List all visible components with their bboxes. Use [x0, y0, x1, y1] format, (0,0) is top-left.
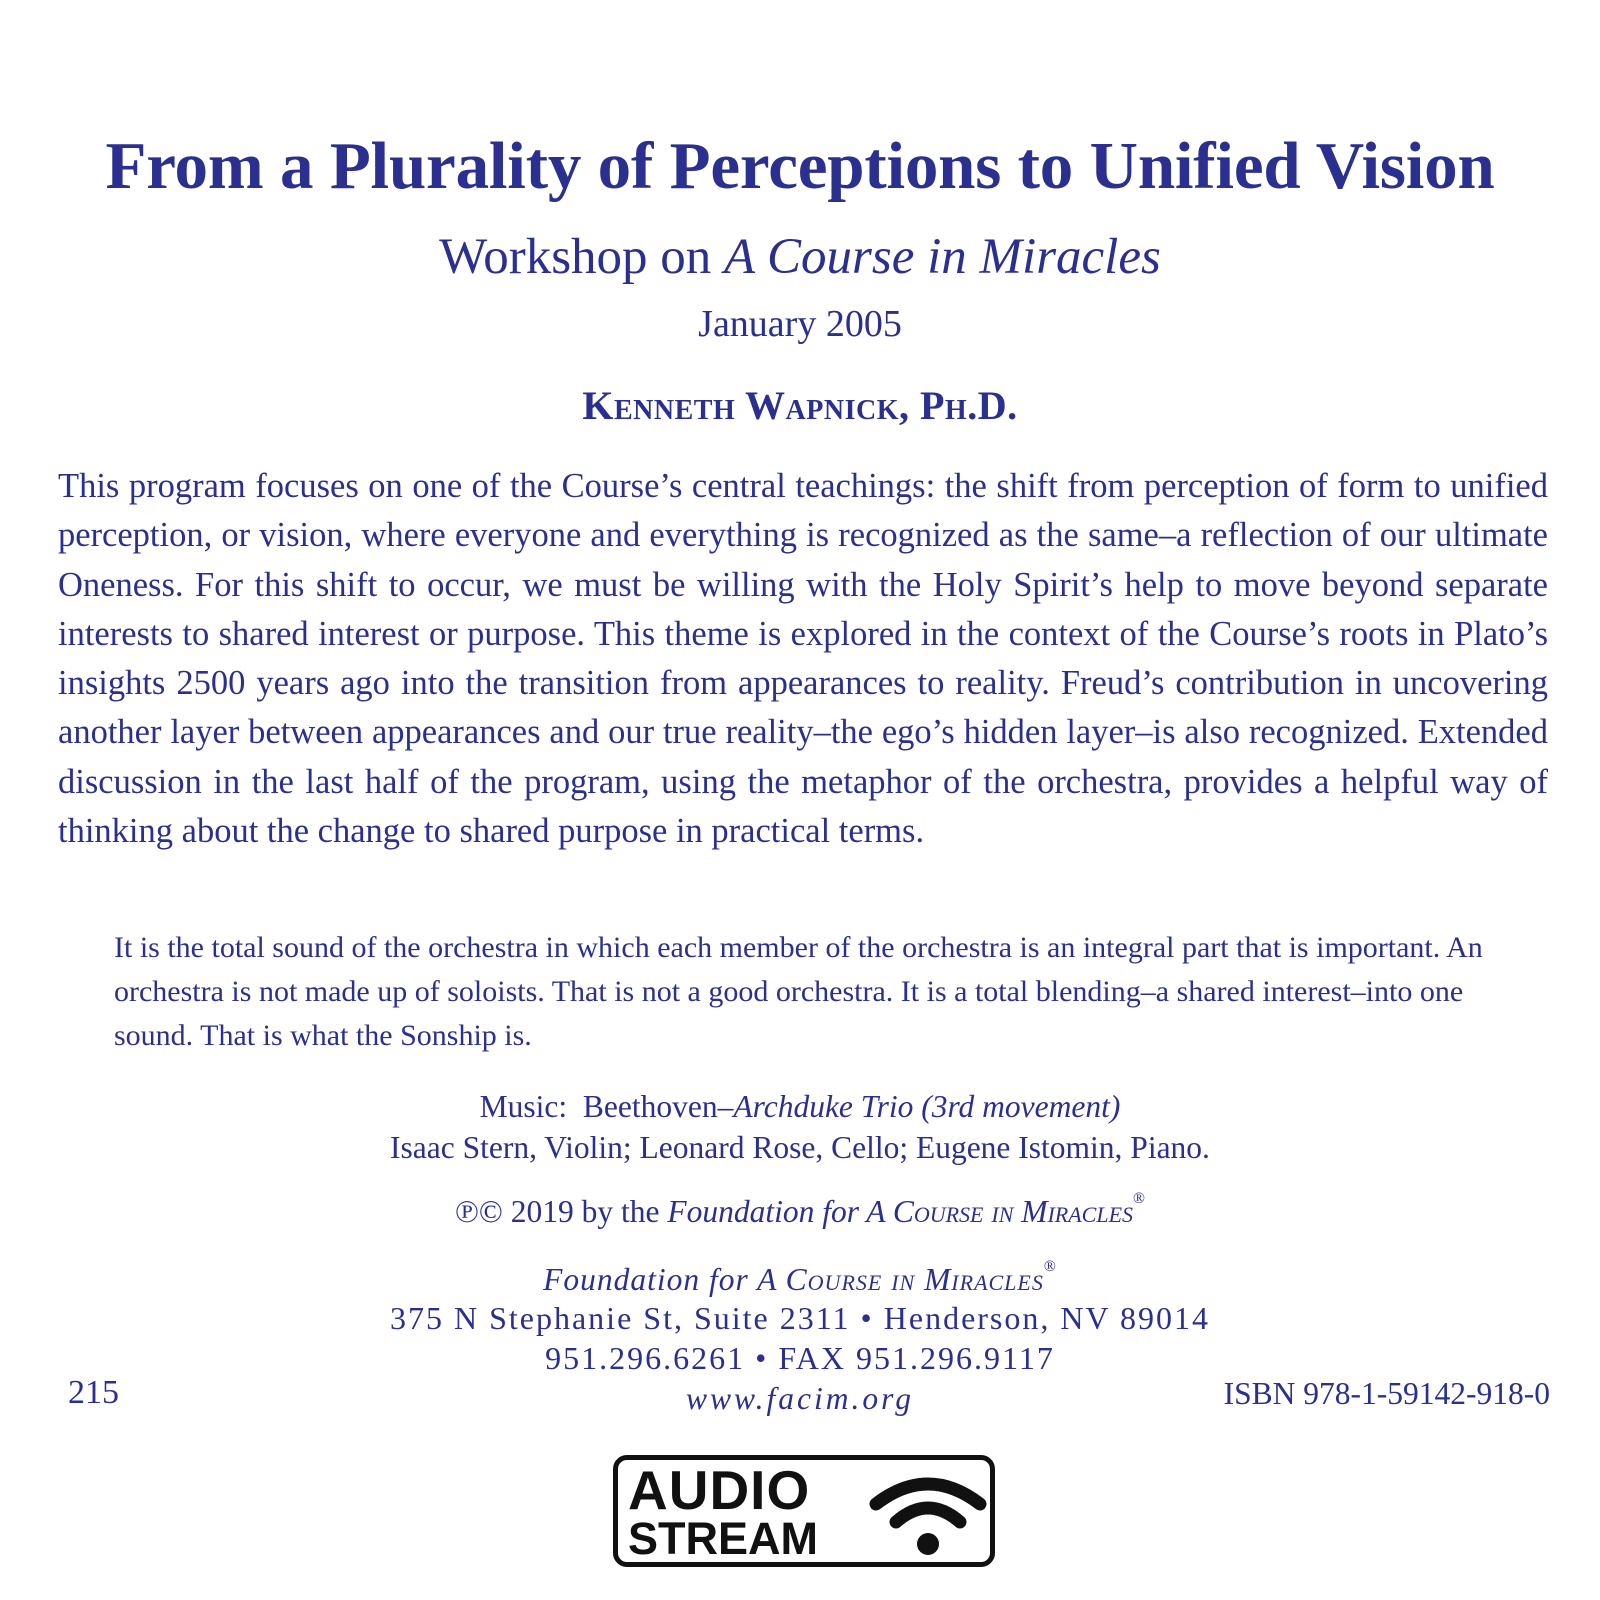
program-description: This program focuses on one of the Course’s central teachings: the shift from perception of form to unified perception, or vision, where everyone and everything is recognized as the same–a reflection of our ultimate Oneness. For this shift to occur, we must be willing with the Holy Spirit’s help to move beyond separate interests to shared interest or purpose. This theme is explored in the context of the Course’s roots in Plato’s insights 2500 years ago into the transition from appearances to reality. Freud’s contribution in uncovering another layer between appearances and our true reality–the ego’s hidden layer–is also recognized. Extended discussion in the last half of the program, using the metaphor of the orchestra, provides a helpful way of thinking about the change to shared purpose in practical terms. [58, 467, 1548, 851]
isbn: ISBN 978-1-59142-918-0 [1223, 1376, 1550, 1411]
foundation-title-course: Course in Miracles [785, 1261, 1044, 1297]
copyright-foundation-name: Foundation for A [667, 1193, 893, 1229]
phone-fax: 951.296.6261 • FAX 951.296.9117 [545, 1340, 1055, 1376]
workshop-date: January 2005 [698, 303, 902, 345]
music-credits [0, 1086, 1600, 1168]
badge-text [628, 1459, 818, 1564]
website-link[interactable]: www.facim.org [685, 1381, 914, 1416]
music-line [0, 1086, 1600, 1127]
copyright-prefix: ℗© 2019 by the [454, 1193, 668, 1229]
music-work: Archduke Trio (3rd movement) [733, 1089, 1121, 1124]
subtitle-prefix: Workshop on [439, 229, 725, 285]
author-name: Kenneth Wapnick [582, 383, 899, 428]
foundation-name [0, 1258, 1600, 1298]
music-composer: Beethoven– [582, 1089, 734, 1124]
subtitle [0, 228, 1600, 286]
foundation-title [543, 1262, 1044, 1297]
subtitle-book-title: A Course in Miracles [724, 229, 1161, 285]
registered-mark: ® [1133, 1190, 1145, 1207]
postal-address: 375 N Stephanie St, Suite 2311 • Henderson, NV 89014 [389, 1300, 1211, 1336]
wifi-icon [868, 1470, 988, 1560]
catalog-number: 215 [68, 1374, 119, 1411]
music-label: Music: [479, 1089, 568, 1124]
author [0, 382, 1600, 429]
badge-line-audio: AUDIO [628, 1459, 811, 1521]
badge-line-stream: STREAM [628, 1513, 818, 1564]
audio-stream-badge [613, 1455, 995, 1567]
music-performers: Isaac Stern, Violin; Leonard Rose, Cello; Eugene Istomin, Piano. [390, 1130, 1210, 1165]
registered-mark: ® [1043, 1258, 1057, 1275]
author-degree: , Ph.D. [898, 383, 1018, 428]
quote: It is the total sound of the orchestra in which each member of the orchestra is an integral part that is important. An orchestra is not made up of soloists. That is not a good orchestra. It is a total blending–a shared interest–into one sound. That is what the Sonship is. [114, 931, 1483, 1052]
copyright-foundation-course: Course in Miracles [892, 1193, 1134, 1229]
copyright-notice [0, 1190, 1600, 1230]
foundation-title-prefix: Foundation for A [543, 1261, 786, 1297]
page-title: From a Plurality of Perceptions to Unified Vision [105, 129, 1495, 203]
copyright-foundation [667, 1194, 1133, 1229]
